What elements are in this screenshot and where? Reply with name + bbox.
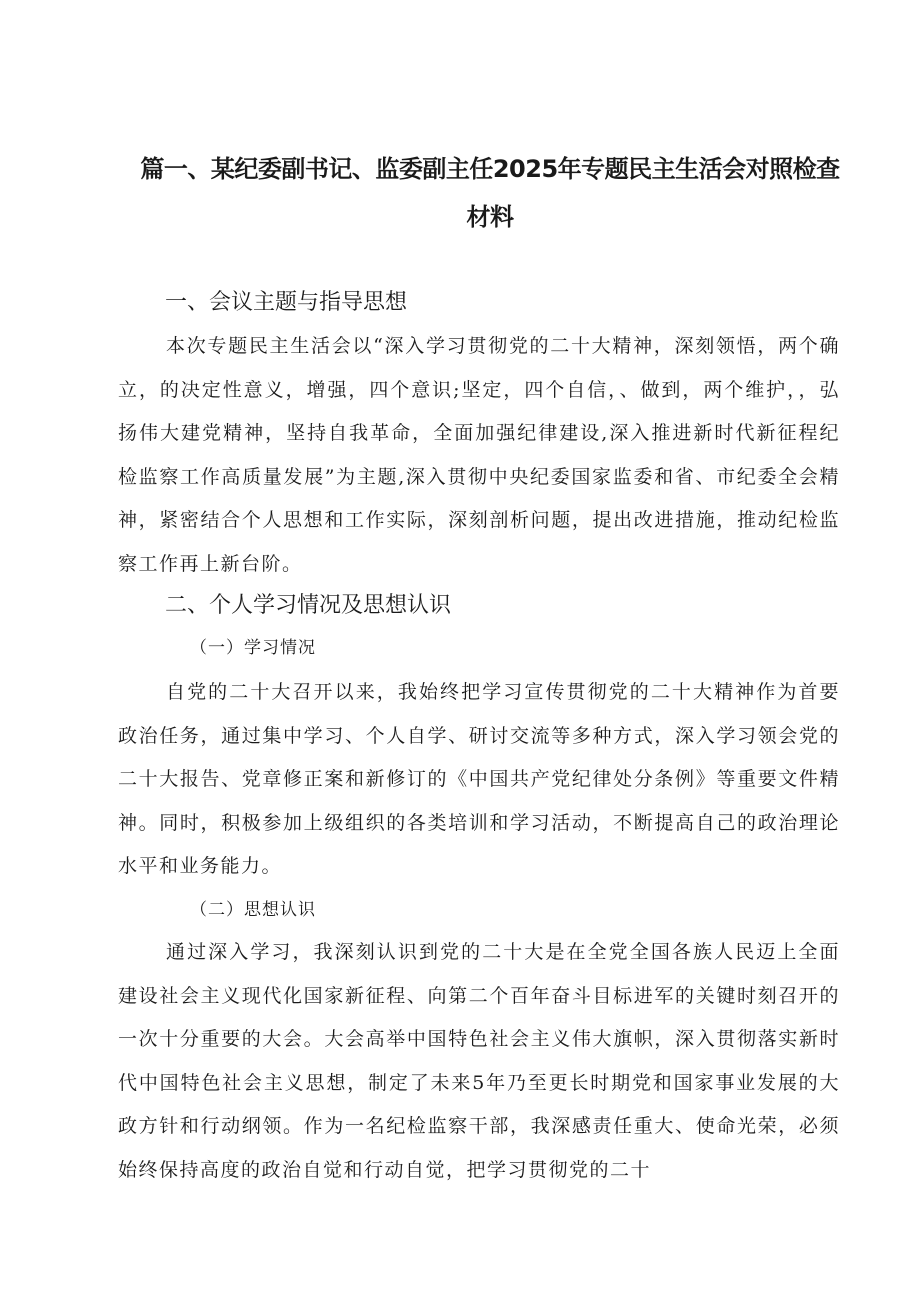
subsection-2-paragraph: 通过深入学习，我深刻认识到党的二十大是在全党全国各族人民迈上全面建设社会主义现代化国家新征程、向第二个百年奋斗目标进军的关键时刻召开的一次十分重要的大会。大会高举中国特色社会主义伟大旗帜，深入贯彻落实新时代中国特色社会主义思想，制定了未来5年乃至更长时期党和国家事业发展的大政方针和行动纲领。作为一名纪检监察干部，我深感责任重大、使命光荣，必须始终保持高度的政治自觉和行动自觉，把学习贯彻党的二十 bbox=[118, 941, 840, 1181]
section-1-heading: 一、会议主题与指导思想 bbox=[165, 290, 408, 315]
section-2-heading: 二、个人学习情况及思想认识 bbox=[165, 593, 452, 618]
document-title bbox=[120, 145, 860, 241]
subsection-1-heading: （一）学习情况 bbox=[190, 638, 316, 658]
section-1-paragraph: 本次专题民主生活会以“深入学习贯彻党的二十大精神，深刻领悟，两个确立，的决定性意义，增强，四个意识;坚定，四个自信，、做到，两个维护，，弘扬伟大建党精神，坚持自我革命，全面加强纪律建设,深入推进新时代新征程纪检监察工作高质量发展”为主题,深入贯彻中央纪委国家监委和省、市纪委全会精神，紧密结合个人思想和工作实际，深刻剖析问题，提出改进措施，推动纪检监察工作再上新台阶。 bbox=[118, 335, 840, 575]
subsection-1-paragraph: 自党的二十大召开以来，我始终把学习宣传贯彻党的二十大精神作为首要政治任务，通过集中学习、个人自学、研讨交流等多种方式，深入学习领会党的二十大报告、党章修正案和新修订的《中国共产党纪律处分条例》等重要文件精神。同时，积极参加上级组织的各类培训和学习活动，不断提高自己的政治理论水平和业务能力。 bbox=[118, 681, 840, 878]
subsection-2-heading: （二）思想认识 bbox=[190, 900, 316, 920]
title-line-1: 篇一、某纪委副书记、监委副主任2025年专题民主生活会对照检查 bbox=[140, 155, 840, 183]
title-line-2: 材料 bbox=[466, 203, 514, 231]
